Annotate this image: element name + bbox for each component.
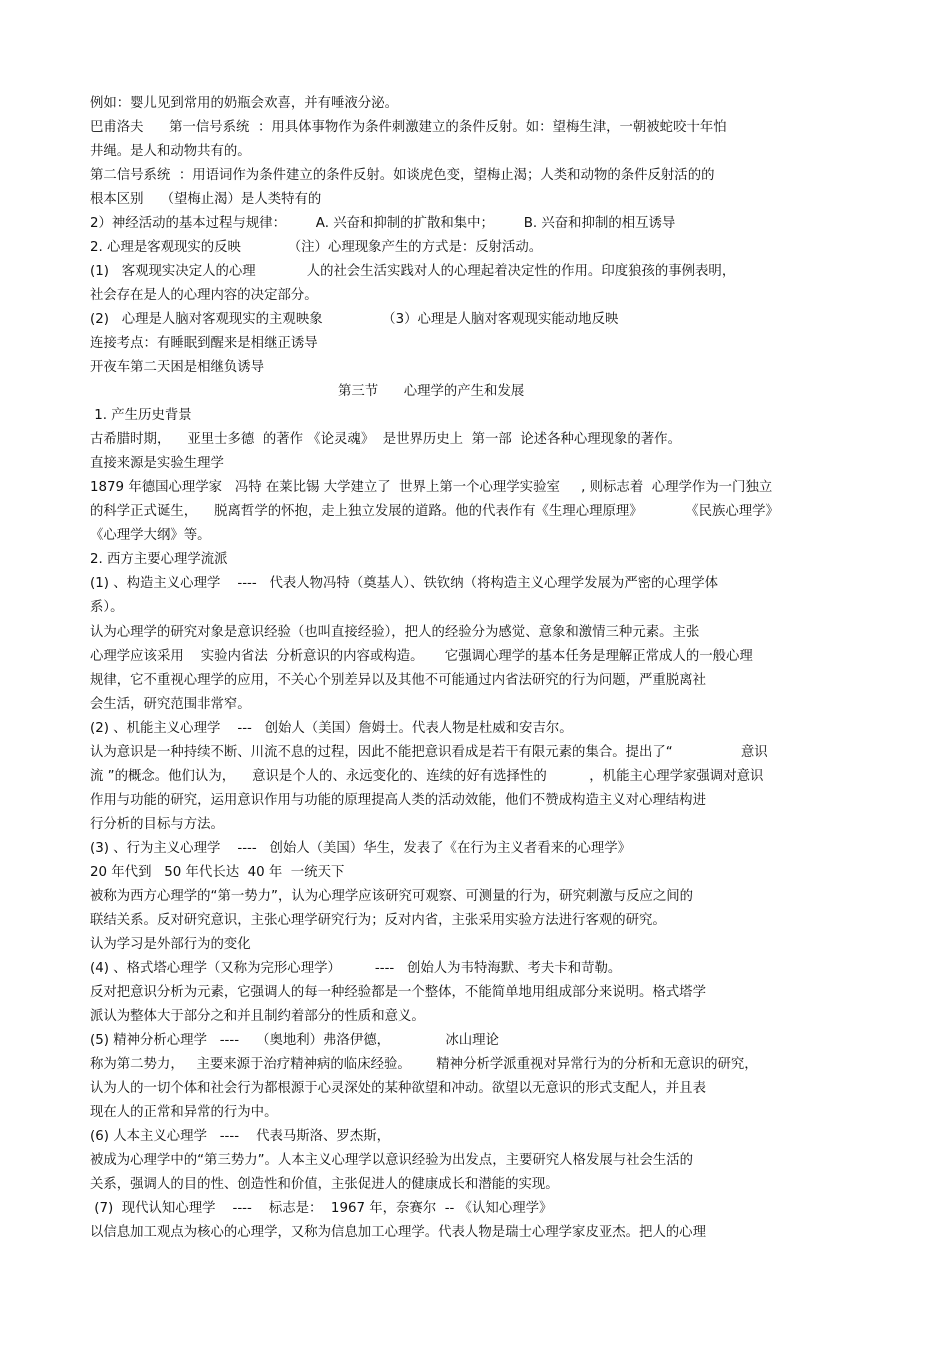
text-line: 关系，强调人的目的性、创造性和价值，主张促进人的健康成长和潜能的实现。 [90, 1177, 559, 1192]
text-line: 现在人的正常和异常的行为中。 [90, 1105, 278, 1120]
text-line: 2. 心理是客观现实的反映 （注）心理现象产生的方式是：反射活动。 [90, 240, 543, 255]
section-heading: 第三节 心理学的产生和发展 [338, 384, 525, 399]
text-line: 根本区别 （望梅止渴）是人类特有的 [90, 192, 322, 207]
text-line: (1) 、构造主义心理学 ---- 代表人物冯特（奠基人）、铁钦纳（将构造主义心理学发展为严密的心理学体 [90, 576, 719, 591]
text-line: 连接考点：有睡眠到醒来是相继正诱导 [90, 336, 318, 351]
text-line: (6) 人本主义心理学 ---- 代表马斯洛、罗杰斯， [90, 1129, 390, 1144]
text-line: 巴甫洛夫 第一信号系统 ：用具体事物作为条件刺激建立的条件反射。如：望梅生津，一朝被蛇咬十年怕 [90, 120, 727, 135]
text-line: 直接来源是实验生理学 [90, 456, 224, 471]
text-line: 2）神经活动的基本过程与规律： A. 兴奋和抑制的扩散和集中； B. 兴奋和抑制的相互诱导 [90, 216, 676, 231]
text-line: 系）。 [90, 600, 124, 615]
text-line: 例如：婴儿见到常用的奶瓶会欢喜，并有唾液分泌。 [90, 96, 398, 111]
text-line: 20 年代到 50 年代长达 40 年 一统天下 [90, 865, 345, 880]
text-line: (4) 、格式塔心理学（又称为完形心理学） ---- 创始人为韦特海默、考夫卡和苛勒。 [90, 961, 622, 976]
text-line: 作用与功能的研究，运用意识作用与功能的原理提高人类的活动效能，他们不赞成构造主义对心理结构进 [90, 793, 706, 808]
text-line: (5) 精神分析心理学 ---- （奥地利）弗洛伊德， 冰山理论 [90, 1033, 499, 1048]
text-line: 以信息加工观点为核心的心理学，又称为信息加工心理学。代表人物是瑞士心理学家皮亚杰。把人的心理 [90, 1225, 706, 1240]
text-line: 流 ”的概念。他们认为， 意识是个人的、永远变化的、连续的好有选择性的 ，机能主心理学家强调对意识 [90, 769, 764, 784]
text-line: 开夜车第二天困是相继负诱导 [90, 360, 265, 375]
text-line: 社会存在是人的心理内容的决定部分。 [90, 288, 318, 303]
text-line: (2) 心理是人脑对客观现实的主观映象 （3）心理是人脑对客观现实能动地反映 [90, 312, 619, 327]
text-line: 被成为心理学中的“第三势力”。人本主义心理学以意识经验为出发点，主要研究人格发展与社会生活的 [90, 1153, 694, 1168]
text-line: 2. 西方主要心理学流派 [90, 552, 228, 567]
text-line: 称为第二势力， 主要来源于治疗精神病的临床经验。 精神分析学派重视对异常行为的分析和无意识的研究， [90, 1057, 758, 1072]
text-line: 行分析的目标与方法。 [90, 817, 224, 832]
text-line: 心理学应该采用 实验内省法 分析意识的内容或构造。 它强调心理学的基本任务是理解正常成人的一般心理 [90, 649, 753, 664]
text-line: 认为人的一切个体和社会行为都根源于心灵深处的某种欲望和冲动。欲望以无意识的形式支配人，并且表 [90, 1081, 706, 1096]
text-line: (1) 客观现实决定人的心理 人的社会生活实践对人的心理起着决定性的作用。印度狼孩的事例表明， [90, 264, 736, 279]
text-line: 认为意识是一种持续不断、川流不息的过程，因此不能把意识看成是若干有限元素的集合。提出了“ 意识 [90, 745, 768, 760]
text-line: 反对把意识分析为元素，它强调人的每一种经验都是一个整体，不能简单地用组成部分来说明。格式塔学 [90, 985, 706, 1000]
text-line: 被称为西方心理学的“第一势力”，认为心理学应该研究可观察、可测量的行为，研究刺激与反应之间的 [90, 889, 694, 904]
text-line: 认为心理学的研究对象是意识经验（也叫直接经验），把人的经验分为感觉、意象和激情三种元素。主张 [90, 625, 700, 640]
text-line: 联结关系。反对研究意识，主张心理学研究行为；反对内省，主张采用实验方法进行客观的研究。 [90, 913, 666, 928]
text-line: 1879 年德国心理学家 冯特 在莱比锡 大学建立了 世界上第一个心理学实验室 , 则标志着 心理学作为一门独立 [90, 480, 773, 495]
text-line: 会生活，研究范围非常窄。 [90, 697, 251, 712]
text-line: (3) 、行为主义心理学 ---- 创始人（美国）华生，发表了《在行为主义者看来的心理学》 [90, 841, 632, 856]
text-line: 规律，它不重视心理学的应用，不关心个别差异以及其他不可能通过内省法研究的行为问题，严重脱离社 [90, 673, 706, 688]
text-line: (7) 现代认知心理学 ---- 标志是： 1967 年，奈赛尔 -- 《认知心理学》 [90, 1201, 553, 1216]
text-line: 派认为整体大于部分之和并且制约着部分的性质和意义。 [90, 1009, 425, 1024]
text-line: 井绳。是人和动物共有的。 [90, 144, 251, 159]
text-line: 的科学正式诞生， 脱离哲学的怀抱，走上独立发展的道路。他的代表作有《生理心理原理》 《民族心理学》 [90, 504, 779, 519]
text-line: 第二信号系统 ：用语词作为条件建立的条件反射。如谈虎色变，望梅止渴；人类和动物的条件反射活的的 [90, 168, 715, 183]
text-line: 《心理学大纲》等。 [90, 528, 211, 543]
text-line: (2) 、机能主义心理学 --- 创始人（美国）詹姆士。代表人物是杜威和安吉尔。 [90, 721, 573, 736]
text-line: 认为学习是外部行为的变化 [90, 937, 251, 952]
text-line: 1. 产生历史背景 [90, 408, 192, 423]
text-line: 古希腊时期， 亚里士多德 的著作 《论灵魂》 是世界历史上 第一部 论述各种心理现象的著作。 [90, 432, 681, 447]
